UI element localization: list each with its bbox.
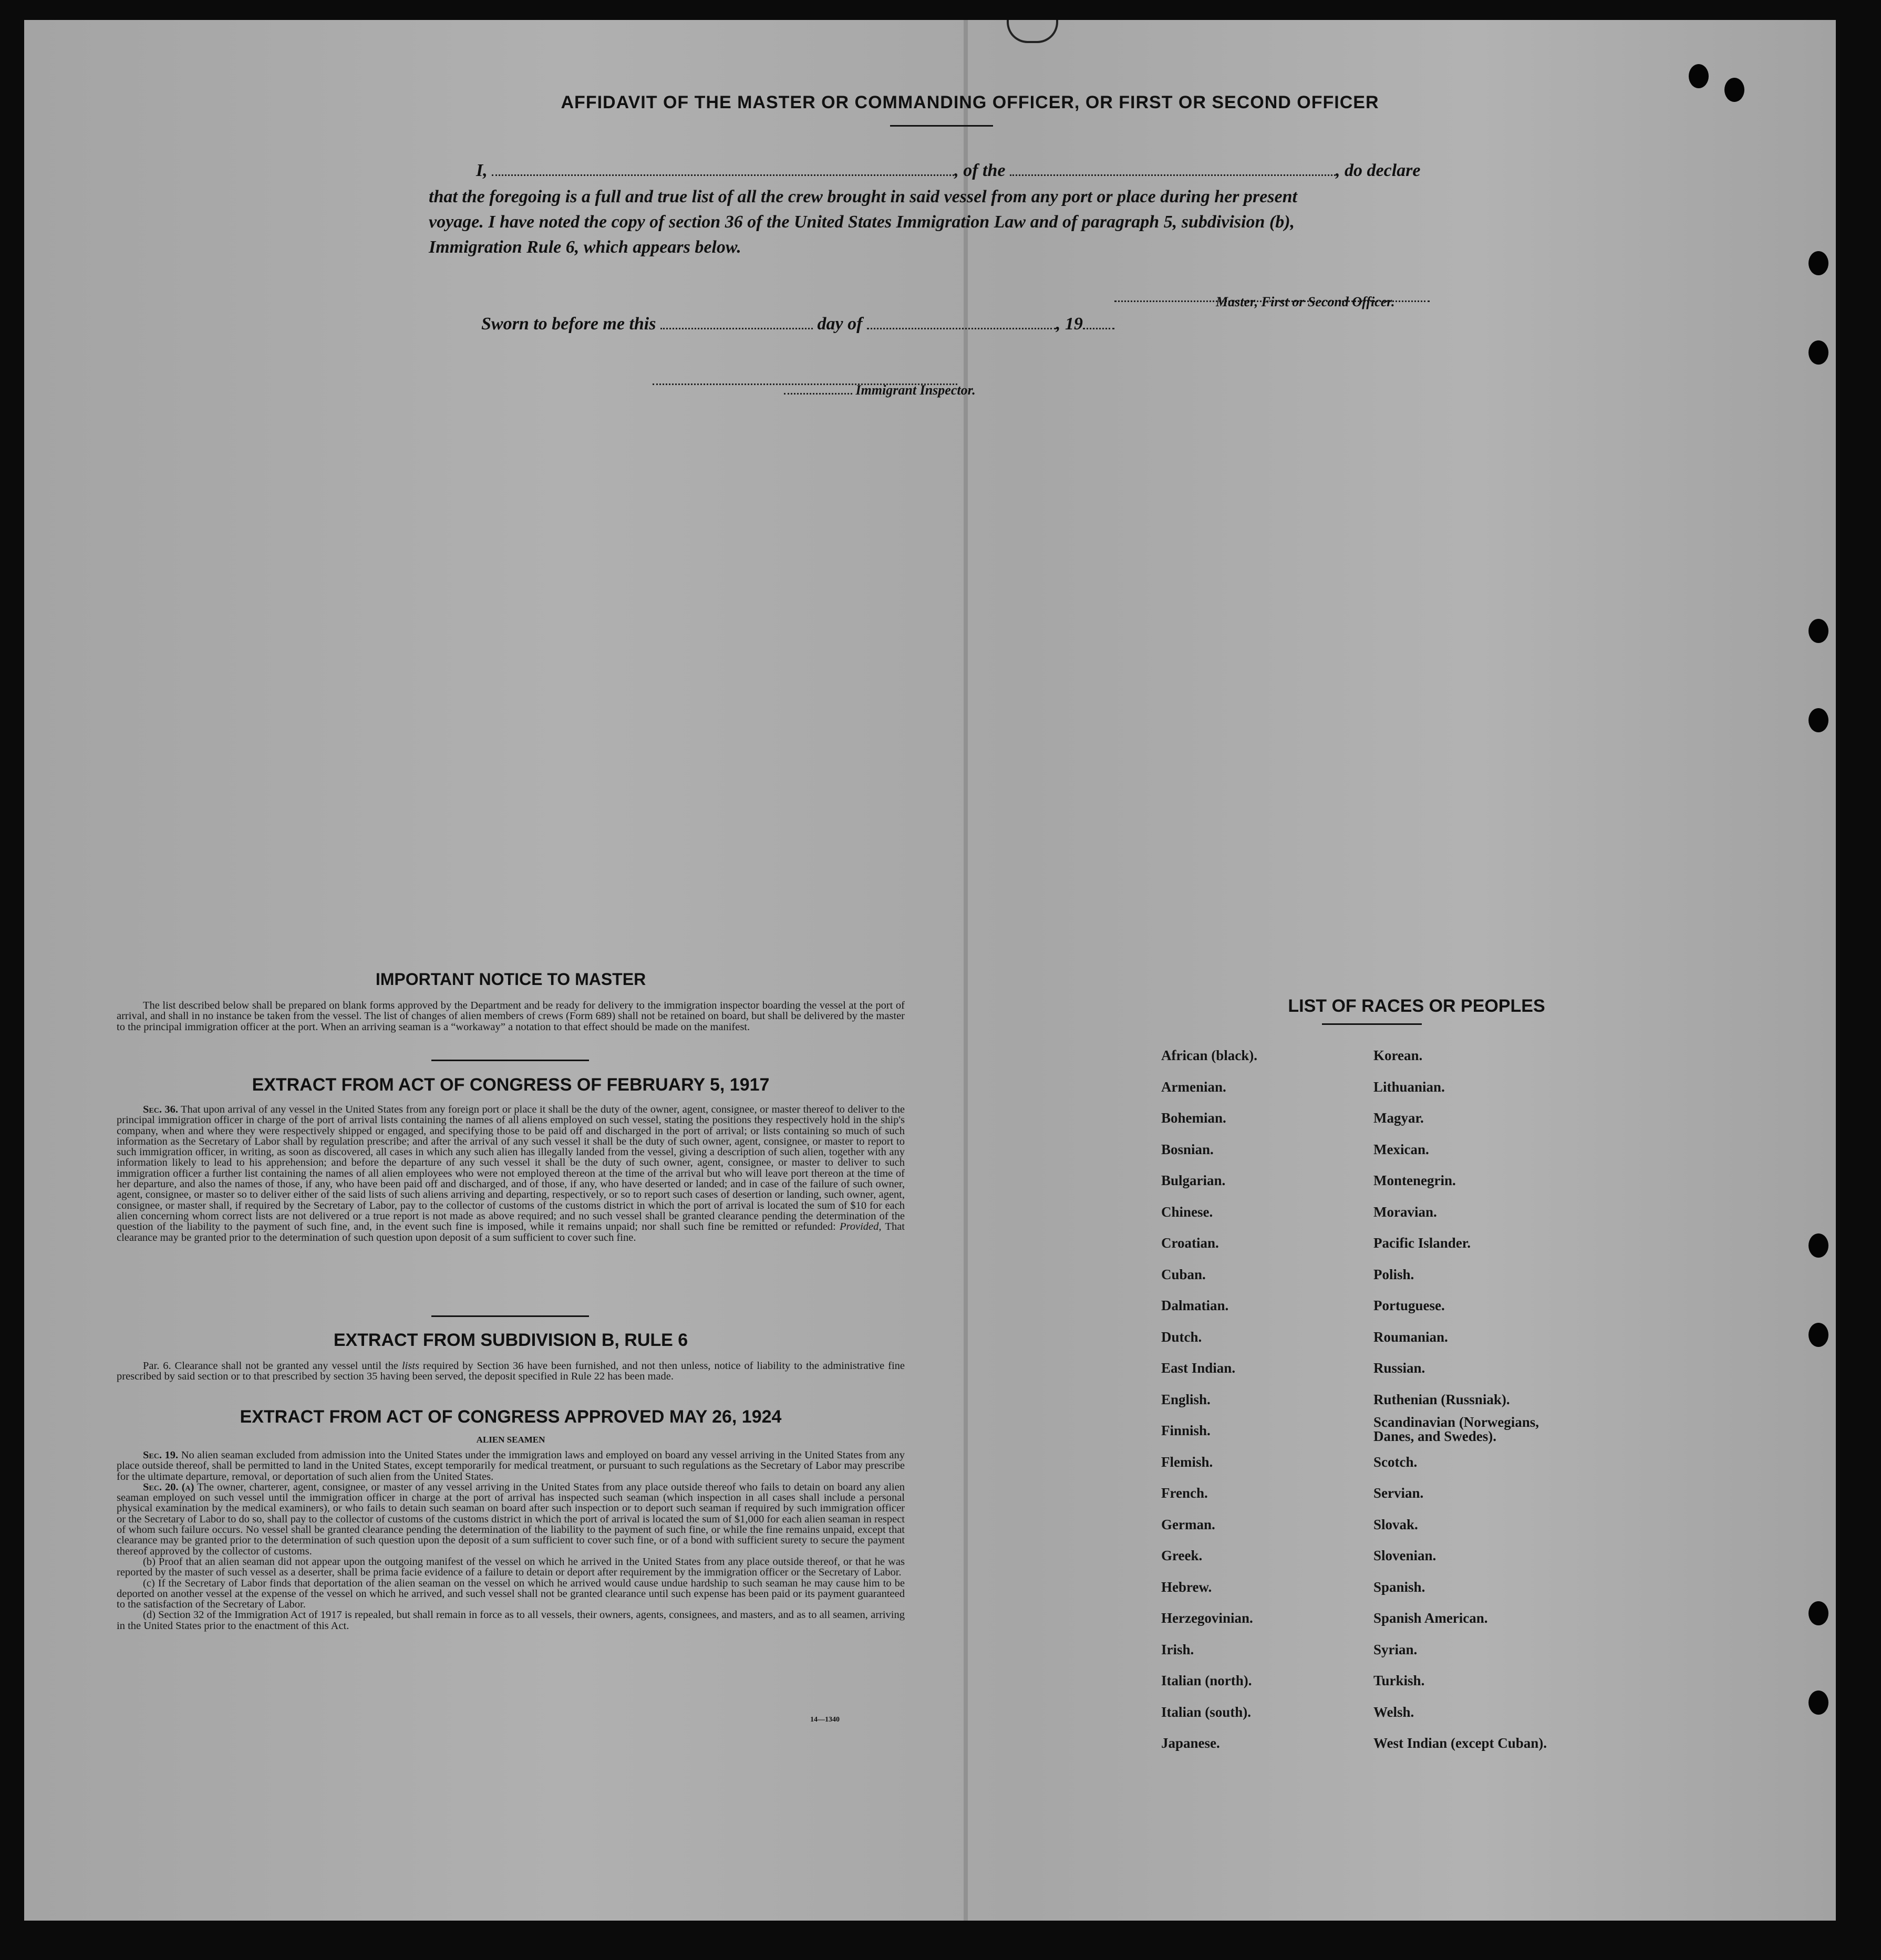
inspector-caption [784, 382, 976, 398]
race-item: African (black). [1161, 1048, 1257, 1063]
race-item: Pacific Islander. [1373, 1235, 1471, 1251]
race-item: Moravian. [1373, 1204, 1437, 1220]
race-item: Finnish. [1161, 1423, 1211, 1438]
race-item: Spanish American. [1373, 1610, 1488, 1626]
race-item: Spanish. [1373, 1579, 1425, 1595]
race-item: East Indian. [1161, 1360, 1236, 1376]
race-item: Roumanian. [1373, 1329, 1448, 1345]
top-tab-mark [1007, 20, 1058, 43]
form-code: 14—1340 [810, 1716, 840, 1724]
notice-title: IMPORTANT NOTICE TO MASTER [375, 970, 646, 989]
race-item: English. [1161, 1391, 1211, 1407]
race-item: Magyar. [1373, 1110, 1424, 1126]
document-page [24, 20, 1836, 1921]
act-1924-body [117, 1450, 905, 1631]
race-item: Slovak. [1373, 1516, 1418, 1532]
sec-36-text: That upon arrival of any vessel in the United States from any foreign port or place it shall be the duty of the owner, agent, consignee, or master thereof to deliver to the principal immigration officer in charge of the port of arrival lists containing the names of all aliens employed on such vessel, stating the positions they respectively hold in the ship's company, when and where they were respectively shipped or engaged, and specifying those to be paid off and discharged in the port of arrival; or lists containing so much of such information as the Secretary of Labor shall by regulation prescribe; and after the arrival of any such vessel it shall be the duty of such owner, agent, consignee, or master to report to such immigration officer, in writing, as soon as discovered, all cases in which any such alien has illegally landed from the vessel, giving a description of such alien, together with any information likely to lead to his apprehension; and before the departure of any such vessel it shall be the duty of such owner, agent, consignee, or master to deliver to such immigration officer a further list containing the names of all alien employees who were not employed thereon at the time of the arrival but who will leave port thereon at the time of her departure, and also the names of those, if any, who have been paid off and discharged, and of those, if any, who have deserted or landed; and in case of the failure of such owner, agent, consignee, or master so to deliver either of the said lists of such aliens arriving and departing, respectively, or so to report such cases of desertion or landing, such owner, agent, consignee, or master shall, if required by the Secretary of Labor, pay to the collector of customs of the customs district in which the port of arrival is located the sum of $10 for each alien concerning whom correct lists are not delivered or a true report is not made as above required; and no such vessel shall be granted clearance pending the determination of the question of the liability to the payment of such fine, and, in the event such fine is imposed, while it remains unpaid; nor shall such fine be remitted or refunded: [117, 1104, 905, 1233]
race-item: Armenian. [1161, 1078, 1226, 1095]
race-item: Greek. [1161, 1548, 1203, 1563]
rule-6-text-italic: lists [401, 1360, 419, 1372]
inspector-caption-text: Immigrant Inspector. [855, 382, 976, 398]
sec-19-paragraph [117, 1450, 905, 1482]
of-the-label: , of the [954, 161, 1006, 180]
race-item: Korean. [1373, 1048, 1423, 1063]
act-1917-title: EXTRACT FROM ACT OF CONGRESS OF FEBRUARY 5, 1917 [252, 1075, 770, 1095]
rule-6-text-a: Par. 6. Clearance shall not be granted any vessel until the [143, 1360, 398, 1372]
race-item: French. [1161, 1485, 1208, 1501]
notice-text: The list described below shall be prepared on blank forms approved by the Department and be ready for delivery to the immigration inspector boarding the vessel at the port of arrival, and shall in no instance be taken from the vessel. The list of changes of alien members of crews (Form 689) shall not be retained on board, but shall be delivered by the master to the principal immigration officer at the port. When an arriving seaman is a “workaway” a notation to that effect should be made on the manifest. [117, 1000, 905, 1033]
race-item: Scandinavian (Norwegians, Danes, and Swedes). [1373, 1414, 1539, 1444]
races-title-rule [1322, 1023, 1422, 1025]
name-blank[interactable] [492, 161, 954, 176]
race-item: Dalmatian. [1161, 1298, 1229, 1313]
inspector-leader [784, 383, 852, 395]
do-declare-label: , do declare [1336, 161, 1421, 180]
punch-hole [1808, 340, 1828, 365]
signature-caption: Master, First or Second Officer. [1216, 294, 1395, 309]
race-item: Irish. [1161, 1641, 1194, 1657]
act-1924-subtitle: ALIEN SEAMEN [476, 1435, 545, 1445]
sec-19-text: No alien seaman excluded from admission into the United States under the immigration laws and employed on board any vessel arriving in the United States from any place outside thereof, shall be permitted to land in the United States, except temporarily for medical treatment, or pursuant to such regulations as the Secretary of Labor may prescribe for the ultimate departure, removal, or deportation of such alien from the United States. [117, 1449, 905, 1482]
sworn-year-blank[interactable] [1083, 314, 1114, 329]
sworn-month-blank[interactable] [867, 314, 1056, 329]
sec-20d-paragraph: (d) Section 32 of the Immigration Act of 1917 is repealed, but shall remain in force as to all vessels, their owners, agents, consignees, and masters, and as to all seamen, arriving in the United States prior to the enactment of this Act. [117, 1609, 905, 1632]
punch-hole [1808, 619, 1828, 643]
sec-19-label: Sec. 19. [143, 1449, 179, 1461]
notice-body [117, 1000, 905, 1032]
race-item: Hebrew. [1161, 1579, 1212, 1595]
race-item: Welsh. [1373, 1704, 1414, 1720]
race-item: Lithuanian. [1373, 1078, 1445, 1095]
sec-20c-paragraph: (c) If the Secretary of Labor finds that deportation of the alien seaman on the vessel on which he arrived would cause undue hardship to such seaman he may cause him to be deported on another vessel at the expense of the vessel on which he arrived, and such vessel shall not be granted clearance until such expense has been paid or its payment guaranteed to the satisfaction of the Secretary of Labor. [117, 1577, 905, 1611]
affidavit-line-4: Immigration Rule 6, which appears below. [429, 237, 741, 257]
affidavit-i-label: I, [476, 161, 488, 180]
section-rule [431, 1315, 589, 1317]
race-item: Herzegovinian. [1161, 1610, 1253, 1626]
race-item: Bohemian. [1161, 1110, 1226, 1126]
affidavit-title: AFFIDAVIT OF THE MASTER OR COMMANDING OFFICER, OR FIRST OR SECOND OFFICER [561, 92, 1379, 112]
rule-6-body [117, 1361, 905, 1382]
sec-20a-text: The owner, charterer, agent, consignee, or master of any vessel arriving in the United States from any place outside thereof who fails to detain on board any alien seaman employed on such vessel until the immigration officer in charge at the port of arrival has inspected such seaman (which inspection in all cases shall include a personal physical examination by the medical examiners), or who fails to detain such seaman on board after such inspection or to deport such seaman if required by such immigration officer or the Secretary of Labor to do so, shall pay to the collector of customs of the customs district in which the port of arrival is located the sum of $1,000 for each alien seaman in respect of whom such failure occurs. No vessel shall be granted clearance pending the determination of the liability to the payment of such fine, or while the fine remains unpaid, except that clearance may be granted prior to the determination of such question upon the deposit of a sum sufficient to cover such fine, or of a bond with sufficient surety to secure the payment thereof approved by the collector of customs. [117, 1481, 905, 1557]
section-rule [431, 1060, 589, 1061]
race-item: Slovenian. [1373, 1548, 1436, 1563]
race-item: Bulgarian. [1161, 1173, 1226, 1188]
race-item: Russian. [1373, 1360, 1425, 1376]
punch-hole [1689, 64, 1709, 88]
race-item: Turkish. [1373, 1673, 1425, 1688]
act-1917-text [117, 1104, 905, 1243]
race-item: Chinese. [1161, 1204, 1213, 1220]
act-1924-title: EXTRACT FROM ACT OF CONGRESS APPROVED MAY 26, 1924 [240, 1407, 782, 1427]
title-rule [890, 125, 993, 127]
sworn-line [481, 314, 1114, 334]
affidavit-line-1 [476, 161, 1420, 181]
sec-20b-paragraph: (b) Proof that an alien seaman did not appear upon the outgoing manifest of the vessel on which he arrived in the United States from any place outside thereof, or that he was reported by the master of such vessel as a deserter, shall be prima facie evidence of a failure to detain or deport after requirement by the immigration officer or the Secretary of Labor. [117, 1555, 905, 1579]
race-item: Ruthenian (Russniak). [1373, 1391, 1510, 1407]
race-item: Servian. [1373, 1485, 1424, 1501]
race-item: West Indian (except Cuban). [1373, 1735, 1547, 1751]
race-item: Croatian. [1161, 1235, 1219, 1251]
race-item: Italian (south). [1161, 1704, 1252, 1720]
race-item: Cuban. [1161, 1266, 1206, 1282]
races-title: LIST OF RACES OR PEOPLES [1288, 996, 1545, 1016]
rule-6-text [117, 1361, 905, 1382]
sec-36-label: Sec. 36. [143, 1104, 178, 1115]
affidavit-line-3: voyage. I have noted the copy of section 36 of the United States Immigration Law and of paragraph 5, subdivision (b), [429, 212, 1295, 232]
sec-20-label: Sec. 20. (a) [143, 1481, 194, 1493]
race-item: Bosnian. [1161, 1141, 1214, 1157]
year-label: , 19 [1056, 314, 1083, 334]
punch-hole [1808, 251, 1828, 275]
sworn-day-blank[interactable] [660, 314, 813, 329]
day-of-label: day of [817, 314, 863, 334]
act-1917-body [117, 1104, 905, 1243]
punch-hole [1808, 1601, 1828, 1625]
punch-hole [1808, 1323, 1828, 1347]
rule-6-text-b: required by Section 36 have been furnished, and not then unless, notice of liability to the administrative fine prescribed by said section or to that prescribed by section 35 having been served, the deposit specified in Rule 22 has been made. [117, 1360, 905, 1383]
race-item: Mexican. [1373, 1141, 1429, 1157]
race-item: Montenegrin. [1373, 1173, 1456, 1188]
punch-hole [1808, 1233, 1828, 1258]
race-item: Japanese. [1161, 1735, 1220, 1751]
race-item: Flemish. [1161, 1454, 1213, 1470]
proviso-label: Provided, [840, 1221, 882, 1233]
race-item: Portuguese. [1373, 1298, 1445, 1313]
race-item: Dutch. [1161, 1329, 1202, 1345]
punch-hole [1808, 1691, 1828, 1715]
page-fold [964, 20, 968, 1921]
sworn-label: Sworn to before me this [481, 314, 656, 334]
proviso-text: That clearance may be granted prior to the determination of such question upon deposit of a sum sufficient to cover such fine. [117, 1221, 905, 1243]
rule-6-title: EXTRACT FROM SUBDIVISION B, RULE 6 [333, 1330, 688, 1350]
sec-20a-paragraph [117, 1482, 905, 1557]
punch-hole [1808, 708, 1828, 732]
race-item: Scotch. [1373, 1454, 1418, 1470]
race-item: Italian (north). [1161, 1673, 1252, 1688]
race-item: Syrian. [1373, 1641, 1418, 1657]
affidavit-line-2: that the foregoing is a full and true list of all the crew brought in said vessel from any port or place during her present [429, 187, 1297, 206]
punch-hole [1724, 78, 1744, 102]
vessel-blank[interactable] [1010, 161, 1336, 176]
race-item: Polish. [1373, 1266, 1414, 1282]
race-item: German. [1161, 1516, 1215, 1532]
